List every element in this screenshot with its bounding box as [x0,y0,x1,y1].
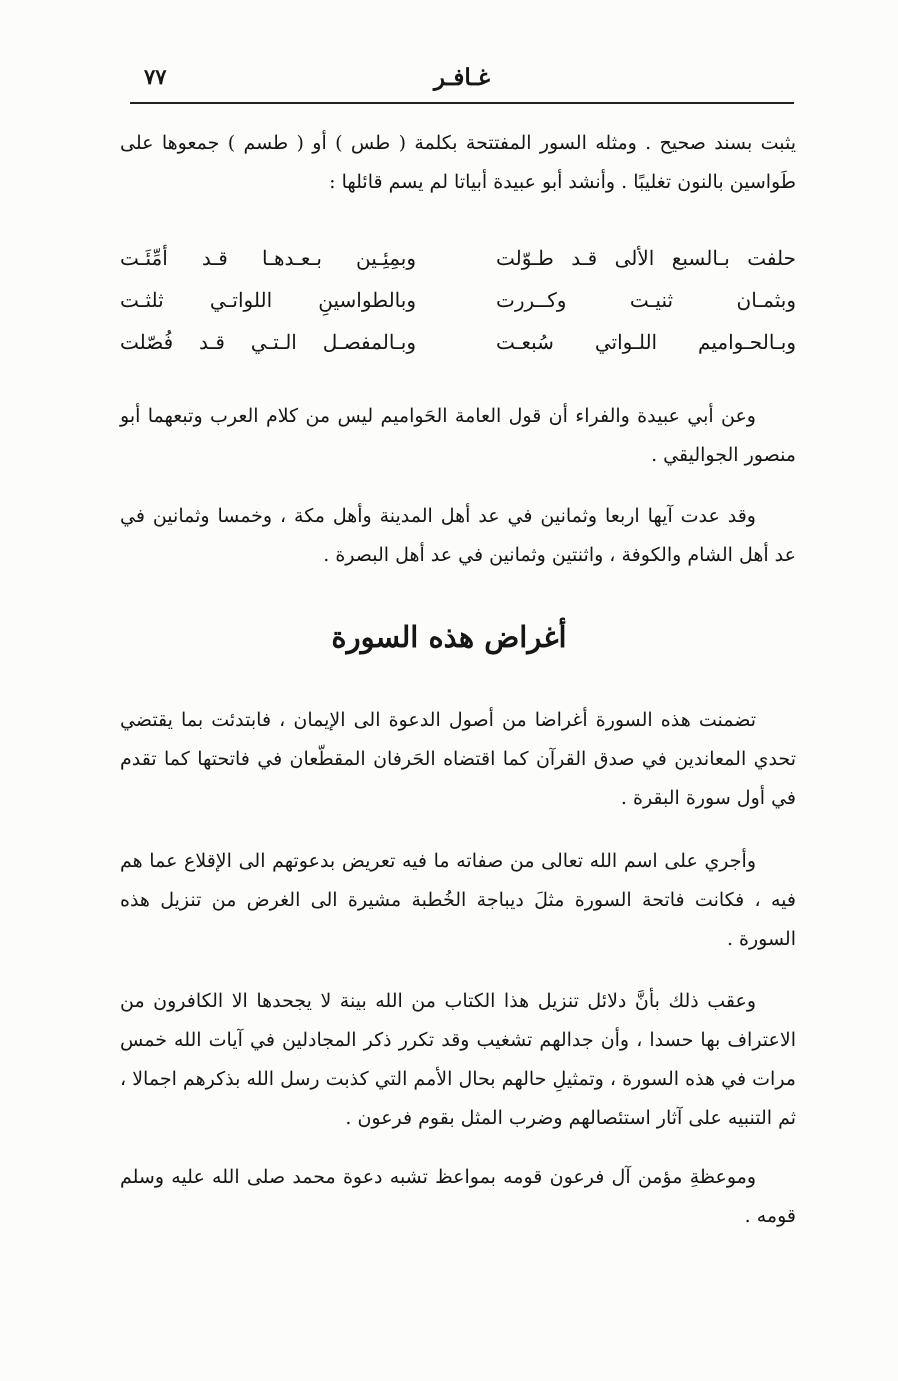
paragraph-1: يثبت بسند صحيح . ومثله السور المفتتحة بكلمة ( طس ) أو ( طسم ) جمعوها على طَواسين بالنون تغليبًا . وأنشد أبو عبيدة أبياتا لم يسم قائلها : [120,132,796,193]
running-title: غـافـر [433,64,491,91]
paragraph-2: وعن أبي عبيدة والفراء أن قول العامة الحَواميم ليس من كلام العرب وتبعهما أبو منصور الجواليقي . [120,405,796,466]
section-heading: أغراض هذه السورة [331,620,567,654]
paragraph-4: تضمنت هذه السورة أغراضا من أصول الدعوة الى الإيمان ، فابتدئت بما يقتضي تحدي المعاندين في صدق القرآن كما اقتضاه الحَرفان المقطّعان في فاتحتها كما تقدم في أول سورة البقرة . [120,709,796,809]
verse-hemistich-second: وبمِئِـين بـعـدهـا قـد أمِّئَـت [120,246,416,270]
paragraph-3: وقد عدت آيها اربعا وثمانين في عد أهل المدينة وأهل مكة ، وخمسا وثمانين في عد أهل الشام والكوفة ، واثنتين وثمانين في عد أهل البصرة . [120,505,796,566]
verse-hemistich-first: وبثمـان ثنيـت وكــررت [496,288,796,312]
paragraph-5: وأجري على اسم الله تعالى من صفاته ما فيه تعريض بدعوتهم الى الإقلاع عما هم فيه ، فكانت فاتحة السورة مثلَ ديباجة الخُطبة مشيرة الى الغرض من تنزيل هذه السورة . [120,850,796,950]
verse-hemistich-first: وبـالحـواميم اللـواتي سُبعـت [496,330,796,354]
verse-line [120,330,796,372]
verse-block [120,246,796,372]
verse-line [120,246,796,288]
page-number: ٧٧ [144,64,167,89]
paragraph-7: وموعظةِ مؤمن آل فرعون قومه بمواعظ تشبه دعوة محمد صلى الله عليه وسلم قومه . [120,1166,796,1227]
verse-hemistich-second: وبالطواسينِ اللواتـي ثلثـت [120,288,416,312]
page-header [130,56,794,104]
verse-line [120,288,796,330]
verse-hemistich-first: حلفت بـالسبع الألى قـد طـوّلت [496,246,796,270]
paragraph-6: وعقب ذلك بأنَّ دلائل تنزيل هذا الكتاب من الله بينة لا يجحدها الا الكافرون من الاعتراف بها حسدا ، وأن جدالهم تشغيب وقد تكرر ذكر المجادلين في آيات الله خمس مرات في هذه السورة ، وتمثيلِ حالهم بحال الأمم التي كذبت رسل الله بذكرهم اجمالا ، ثم التنبيه على آثار استئصالهم وضرب المثل بقوم فرعون . [120,990,796,1129]
verse-hemistich-second: وبـالمفصـل الـتـي قـد فُصّلت [120,330,416,354]
